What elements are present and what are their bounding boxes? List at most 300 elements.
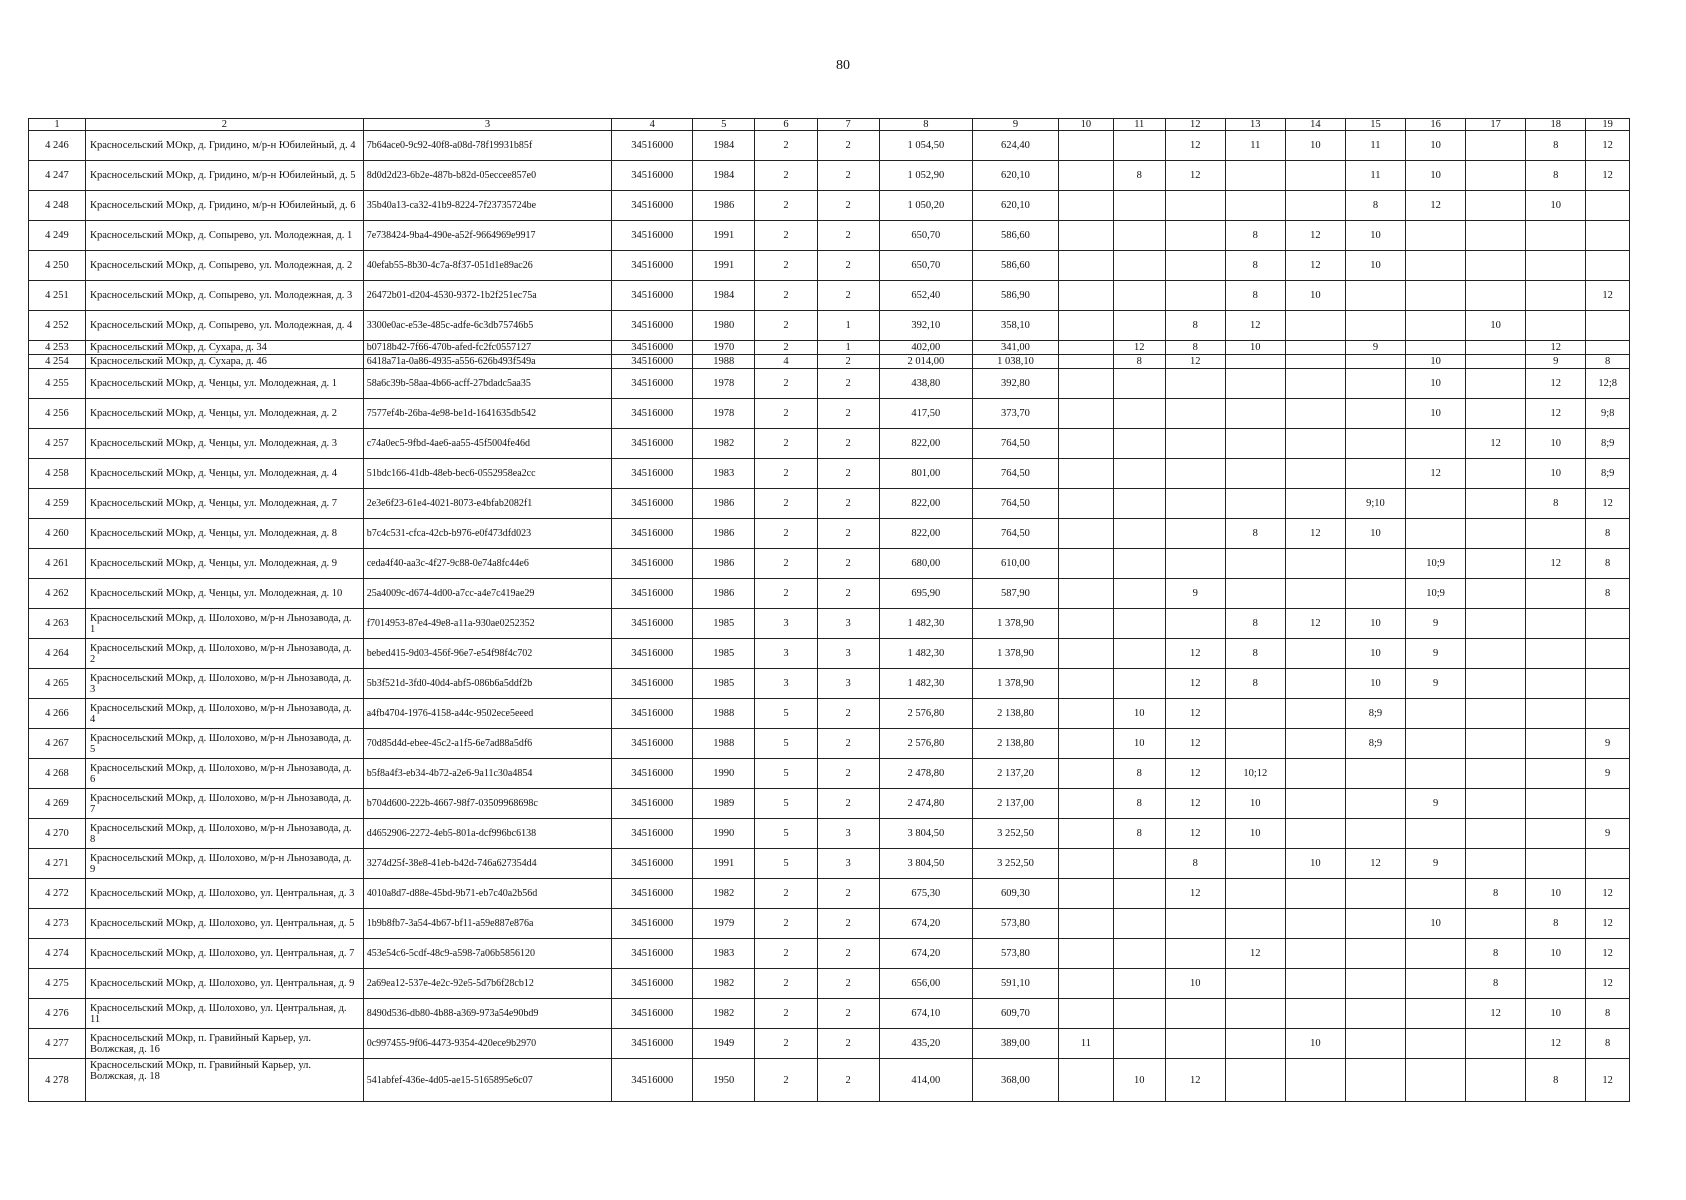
table-cell: 610,00 bbox=[972, 549, 1058, 579]
table-cell bbox=[1165, 221, 1225, 251]
table-cell: 3 bbox=[755, 639, 817, 669]
table-cell: 10 bbox=[1345, 669, 1405, 699]
table-cell: 10 bbox=[1526, 429, 1586, 459]
table-cell bbox=[1406, 819, 1466, 849]
table-cell: 2 bbox=[755, 489, 817, 519]
table-row bbox=[29, 191, 1630, 221]
table-cell: 34516000 bbox=[612, 429, 693, 459]
table-cell: 10;12 bbox=[1225, 759, 1285, 789]
table-cell bbox=[1058, 281, 1113, 311]
table-cell: c74a0ec5-9fbd-4ae6-aa55-45f5004fe46d bbox=[363, 429, 612, 459]
table-cell bbox=[1406, 729, 1466, 759]
table-cell: 34516000 bbox=[612, 251, 693, 281]
table-row bbox=[29, 999, 1630, 1029]
table-cell: 2 bbox=[817, 909, 879, 939]
table-cell: Красносельский МОкр, д. Шолохово, м/р-н Льнозавода, д. 8 bbox=[85, 819, 363, 849]
table-cell bbox=[1058, 251, 1113, 281]
table-cell: 2 138,80 bbox=[972, 699, 1058, 729]
table-cell bbox=[1165, 489, 1225, 519]
table-cell bbox=[1113, 849, 1165, 879]
table-cell bbox=[1113, 399, 1165, 429]
table-cell bbox=[1466, 819, 1526, 849]
table-cell: 10 bbox=[1285, 849, 1345, 879]
table-cell: Красносельский МОкр, д. Шолохово, м/р-н Льнозавода, д. 4 bbox=[85, 699, 363, 729]
table-cell: 8 bbox=[1526, 909, 1586, 939]
table-cell: 4 272 bbox=[29, 879, 86, 909]
table-cell bbox=[1058, 341, 1113, 355]
table-cell: 40efab55-8b30-4c7a-8f37-051d1e89ac26 bbox=[363, 251, 612, 281]
table-cell bbox=[1345, 311, 1405, 341]
table-cell: 1978 bbox=[693, 369, 755, 399]
table-cell bbox=[1285, 819, 1345, 849]
table-cell bbox=[1345, 879, 1405, 909]
table-cell: 34516000 bbox=[612, 609, 693, 639]
table-cell bbox=[1526, 699, 1586, 729]
table-cell: 0c997455-9f06-4473-9354-420ece9b2970 bbox=[363, 1029, 612, 1059]
table-cell: 2 bbox=[817, 161, 879, 191]
table-cell: 1985 bbox=[693, 669, 755, 699]
table-cell bbox=[1466, 281, 1526, 311]
table-cell: 12 bbox=[1165, 1059, 1225, 1102]
table-row bbox=[29, 1029, 1630, 1059]
table-cell: 2 bbox=[817, 519, 879, 549]
table-cell bbox=[1466, 519, 1526, 549]
table-cell bbox=[1586, 849, 1630, 879]
table-cell: 2 474,80 bbox=[879, 789, 972, 819]
table-cell: 4 bbox=[755, 355, 817, 369]
table-cell: 358,10 bbox=[972, 311, 1058, 341]
table-cell: 4 270 bbox=[29, 819, 86, 849]
table-cell: 9 bbox=[1526, 355, 1586, 369]
table-cell: 1980 bbox=[693, 311, 755, 341]
table-cell: 3 bbox=[755, 609, 817, 639]
table-cell: 10 bbox=[1526, 879, 1586, 909]
table-cell: 1991 bbox=[693, 849, 755, 879]
table-cell: 12 bbox=[1165, 355, 1225, 369]
table-cell: 12 bbox=[1165, 161, 1225, 191]
table-cell: 2 bbox=[755, 369, 817, 399]
table-cell bbox=[1058, 669, 1113, 699]
table-cell bbox=[1526, 669, 1586, 699]
table-cell: 1985 bbox=[693, 609, 755, 639]
table-cell: 12 bbox=[1586, 969, 1630, 999]
table-cell: 12 bbox=[1165, 759, 1225, 789]
table-cell bbox=[1225, 489, 1285, 519]
table-cell: 12 bbox=[1165, 131, 1225, 161]
table-cell bbox=[1225, 161, 1285, 191]
column-header: 3 bbox=[363, 119, 612, 131]
table-cell: 34516000 bbox=[612, 789, 693, 819]
table-cell: 2 bbox=[817, 459, 879, 489]
table-cell bbox=[1466, 131, 1526, 161]
table-cell: 8;9 bbox=[1586, 429, 1630, 459]
table-cell: bebed415-9d03-456f-96e7-e54f98f4c702 bbox=[363, 639, 612, 669]
table-cell: Красносельский МОкр, д. Гридино, м/р-н Юбилейный, д. 4 bbox=[85, 131, 363, 161]
table-cell bbox=[1586, 341, 1630, 355]
table-cell: 10 bbox=[1406, 355, 1466, 369]
table-cell: 3 804,50 bbox=[879, 849, 972, 879]
table-cell bbox=[1058, 191, 1113, 221]
table-cell bbox=[1285, 909, 1345, 939]
table-cell bbox=[1345, 429, 1405, 459]
table-cell bbox=[1586, 311, 1630, 341]
table-cell bbox=[1345, 459, 1405, 489]
table-cell bbox=[1058, 759, 1113, 789]
table-cell bbox=[1113, 459, 1165, 489]
table-cell: 12 bbox=[1526, 341, 1586, 355]
table-cell: 8 bbox=[1113, 819, 1165, 849]
table-cell: b0718b42-7f66-470b-afed-fc2fc0557127 bbox=[363, 341, 612, 355]
column-header: 11 bbox=[1113, 119, 1165, 131]
table-cell bbox=[1466, 789, 1526, 819]
table-cell: 674,20 bbox=[879, 939, 972, 969]
table-cell bbox=[1406, 251, 1466, 281]
table-cell: 2 bbox=[755, 909, 817, 939]
table-cell: 8 bbox=[1466, 939, 1526, 969]
table-cell: 10 bbox=[1285, 281, 1345, 311]
table-cell bbox=[1466, 341, 1526, 355]
table-cell: 1986 bbox=[693, 489, 755, 519]
table-cell: 2 bbox=[755, 191, 817, 221]
table-cell: 675,30 bbox=[879, 879, 972, 909]
table-cell bbox=[1113, 369, 1165, 399]
table-cell bbox=[1165, 939, 1225, 969]
table-cell bbox=[1165, 429, 1225, 459]
table-cell: 4 261 bbox=[29, 549, 86, 579]
table-cell: 341,00 bbox=[972, 341, 1058, 355]
table-cell bbox=[1058, 639, 1113, 669]
table-cell bbox=[1466, 1029, 1526, 1059]
table-cell: 1982 bbox=[693, 429, 755, 459]
table-cell: Красносельский МОкр, д. Шолохово, ул. Центральная, д. 7 bbox=[85, 939, 363, 969]
table-cell: 9 bbox=[1586, 729, 1630, 759]
table-cell: 2 bbox=[817, 969, 879, 999]
table-cell bbox=[1058, 459, 1113, 489]
table-cell bbox=[1113, 609, 1165, 639]
table-cell bbox=[1165, 251, 1225, 281]
table-cell bbox=[1466, 699, 1526, 729]
table-cell: b704d600-222b-4667-98f7-03509968698c bbox=[363, 789, 612, 819]
table-cell bbox=[1345, 759, 1405, 789]
table-cell: 34516000 bbox=[612, 639, 693, 669]
table-cell bbox=[1225, 1029, 1285, 1059]
table-row bbox=[29, 399, 1630, 429]
table-cell: 764,50 bbox=[972, 459, 1058, 489]
table-cell: Красносельский МОкр, д. Шолохово, м/р-н Льнозавода, д. 1 bbox=[85, 609, 363, 639]
table-cell: 8490d536-db80-4b88-a369-973a54e90bd9 bbox=[363, 999, 612, 1029]
table-body bbox=[29, 131, 1630, 1102]
table-cell: 10 bbox=[1345, 251, 1405, 281]
table-cell: 34516000 bbox=[612, 489, 693, 519]
table-cell bbox=[1058, 699, 1113, 729]
table-cell bbox=[1406, 759, 1466, 789]
table-cell bbox=[1466, 579, 1526, 609]
table-cell: 4 266 bbox=[29, 699, 86, 729]
table-cell: 4 253 bbox=[29, 341, 86, 355]
table-cell: 10 bbox=[1406, 369, 1466, 399]
table-cell: Красносельский МОкр, д. Шолохово, ул. Центральная, д. 3 bbox=[85, 879, 363, 909]
table-row bbox=[29, 699, 1630, 729]
table-cell bbox=[1058, 579, 1113, 609]
table-cell: 435,20 bbox=[879, 1029, 972, 1059]
table-cell bbox=[1058, 161, 1113, 191]
table-cell: 4 269 bbox=[29, 789, 86, 819]
table-cell: 34516000 bbox=[612, 729, 693, 759]
table-cell bbox=[1526, 789, 1586, 819]
table-cell: 3 252,50 bbox=[972, 819, 1058, 849]
table-cell: Красносельский МОкр, д. Ченцы, ул. Молодежная, д. 7 bbox=[85, 489, 363, 519]
table-cell: 3 bbox=[817, 639, 879, 669]
table-cell: 1950 bbox=[693, 1059, 755, 1102]
table-cell: 2 bbox=[755, 251, 817, 281]
table-cell: 2e3e6f23-61e4-4021-8073-e4bfab2082f1 bbox=[363, 489, 612, 519]
table-cell: 1984 bbox=[693, 131, 755, 161]
table-cell bbox=[1058, 221, 1113, 251]
column-header: 7 bbox=[817, 119, 879, 131]
table-cell bbox=[1285, 429, 1345, 459]
table-row bbox=[29, 759, 1630, 789]
table-row bbox=[29, 281, 1630, 311]
column-header: 15 bbox=[1345, 119, 1405, 131]
table-cell bbox=[1466, 1059, 1526, 1102]
table-cell bbox=[1165, 281, 1225, 311]
table-cell: 4010a8d7-d88e-45bd-9b71-eb7c40a2b56d bbox=[363, 879, 612, 909]
table-cell: 674,20 bbox=[879, 909, 972, 939]
table-cell: 2 bbox=[755, 429, 817, 459]
table-cell: 4 278 bbox=[29, 1059, 86, 1102]
table-cell bbox=[1406, 699, 1466, 729]
table-cell: 12 bbox=[1165, 879, 1225, 909]
table-cell: 10 bbox=[1345, 639, 1405, 669]
table-cell: b5f8a4f3-eb34-4b72-a2e6-9a11c30a4854 bbox=[363, 759, 612, 789]
table-cell: 2 bbox=[817, 355, 879, 369]
table-cell: 2 bbox=[817, 429, 879, 459]
table-cell: 8 bbox=[1225, 519, 1285, 549]
table-cell: 34516000 bbox=[612, 191, 693, 221]
table-cell: 1986 bbox=[693, 191, 755, 221]
table-cell bbox=[1285, 879, 1345, 909]
table-cell: 12 bbox=[1586, 161, 1630, 191]
table-cell bbox=[1586, 609, 1630, 639]
table-cell: 8 bbox=[1225, 669, 1285, 699]
table-cell bbox=[1406, 519, 1466, 549]
table-cell: 3 bbox=[817, 849, 879, 879]
table-cell: 2 bbox=[755, 939, 817, 969]
table-row bbox=[29, 131, 1630, 161]
table-cell bbox=[1225, 729, 1285, 759]
table-cell: 417,50 bbox=[879, 399, 972, 429]
table-cell: 34516000 bbox=[612, 759, 693, 789]
table-cell: 12 bbox=[1466, 429, 1526, 459]
table-cell: 573,80 bbox=[972, 939, 1058, 969]
table-cell bbox=[1058, 429, 1113, 459]
table-cell: 10 bbox=[1165, 969, 1225, 999]
table-cell: 1990 bbox=[693, 759, 755, 789]
table-cell: 8 bbox=[1225, 221, 1285, 251]
table-cell bbox=[1113, 639, 1165, 669]
table-cell: Красносельский МОкр, д. Ченцы, ул. Молодежная, д. 1 bbox=[85, 369, 363, 399]
table-cell bbox=[1526, 969, 1586, 999]
table-cell: 8 bbox=[1165, 311, 1225, 341]
table-cell bbox=[1058, 131, 1113, 161]
table-cell: 2 bbox=[817, 1029, 879, 1059]
table-cell: 1988 bbox=[693, 355, 755, 369]
table-cell bbox=[1285, 399, 1345, 429]
table-cell: 10;9 bbox=[1406, 579, 1466, 609]
table-cell: 10 bbox=[1225, 819, 1285, 849]
table-cell: 2 bbox=[817, 579, 879, 609]
table-cell: 1990 bbox=[693, 819, 755, 849]
table-cell: Красносельский МОкр, д. Шолохово, ул. Центральная, д. 9 bbox=[85, 969, 363, 999]
table-cell: 12 bbox=[1165, 669, 1225, 699]
table-cell: Красносельский МОкр, д. Шолохово, м/р-н Льнозавода, д. 9 bbox=[85, 849, 363, 879]
table-cell: 5 bbox=[755, 729, 817, 759]
table-cell: Красносельский МОкр, д. Сопырево, ул. Молодежная, д. 3 bbox=[85, 281, 363, 311]
table-cell: 4 255 bbox=[29, 369, 86, 399]
table-cell bbox=[1285, 999, 1345, 1029]
table-cell: 26472b01-d204-4530-9372-1b2f251ec75a bbox=[363, 281, 612, 311]
table-cell: 10 bbox=[1225, 789, 1285, 819]
table-cell bbox=[1058, 729, 1113, 759]
table-cell bbox=[1406, 341, 1466, 355]
table-cell: Красносельский МОкр, д. Сухара, д. 34 bbox=[85, 341, 363, 355]
table-cell bbox=[1225, 549, 1285, 579]
table-cell: 591,10 bbox=[972, 969, 1058, 999]
table-cell: 12 bbox=[1406, 191, 1466, 221]
table-cell bbox=[1058, 999, 1113, 1029]
table-cell bbox=[1406, 281, 1466, 311]
table-cell: 1983 bbox=[693, 939, 755, 969]
table-cell bbox=[1526, 819, 1586, 849]
table-cell: 1984 bbox=[693, 281, 755, 311]
table-cell: 12 bbox=[1165, 729, 1225, 759]
table-cell: 12 bbox=[1526, 549, 1586, 579]
table-cell: 1970 bbox=[693, 341, 755, 355]
table-cell: 1 054,50 bbox=[879, 131, 972, 161]
table-cell: 4 271 bbox=[29, 849, 86, 879]
table-cell: 7b64ace0-9c92-40f8-a08d-78f19931b85f bbox=[363, 131, 612, 161]
table-cell bbox=[1466, 759, 1526, 789]
table-cell: 12 bbox=[1586, 1059, 1630, 1102]
table-cell: 2 576,80 bbox=[879, 699, 972, 729]
table-cell: 1 050,20 bbox=[879, 191, 972, 221]
table-cell bbox=[1285, 459, 1345, 489]
table-cell: 5 bbox=[755, 849, 817, 879]
table-cell: 373,70 bbox=[972, 399, 1058, 429]
table-cell: f7014953-87e4-49e8-a11a-930ae0252352 bbox=[363, 609, 612, 639]
table-cell bbox=[1466, 221, 1526, 251]
table-cell: 34516000 bbox=[612, 939, 693, 969]
table-row bbox=[29, 311, 1630, 341]
table-cell bbox=[1058, 549, 1113, 579]
table-cell: 3 bbox=[817, 609, 879, 639]
table-cell bbox=[1345, 281, 1405, 311]
table-cell bbox=[1225, 191, 1285, 221]
table-cell: 8;9 bbox=[1586, 459, 1630, 489]
table-cell bbox=[1058, 311, 1113, 341]
table-cell: 10 bbox=[1113, 699, 1165, 729]
table-cell: 1 482,30 bbox=[879, 609, 972, 639]
table-cell bbox=[1586, 669, 1630, 699]
table-row bbox=[29, 969, 1630, 999]
table-cell: 34516000 bbox=[612, 909, 693, 939]
table-cell: 11 bbox=[1058, 1029, 1113, 1059]
table-cell bbox=[1058, 355, 1113, 369]
table-cell bbox=[1225, 369, 1285, 399]
table-cell: 609,70 bbox=[972, 999, 1058, 1029]
table-cell bbox=[1225, 879, 1285, 909]
table-cell: 1 bbox=[817, 311, 879, 341]
table-row bbox=[29, 429, 1630, 459]
table-cell: Красносельский МОкр, д. Сопырево, ул. Молодежная, д. 2 bbox=[85, 251, 363, 281]
table-cell: 1986 bbox=[693, 549, 755, 579]
table-cell bbox=[1406, 221, 1466, 251]
table-cell: 2 bbox=[817, 939, 879, 969]
table-cell: Красносельский МОкр, д. Ченцы, ул. Молодежная, д. 4 bbox=[85, 459, 363, 489]
table-cell: Красносельский МОкр, д. Шолохово, м/р-н Льнозавода, д. 3 bbox=[85, 669, 363, 699]
table-cell bbox=[1113, 221, 1165, 251]
table-cell: 1986 bbox=[693, 519, 755, 549]
table-cell: 4 262 bbox=[29, 579, 86, 609]
table-cell bbox=[1526, 251, 1586, 281]
table-cell: 3 bbox=[817, 819, 879, 849]
column-header: 16 bbox=[1406, 119, 1466, 131]
table-cell: Красносельский МОкр, д. Шолохово, м/р-н Льнозавода, д. 2 bbox=[85, 639, 363, 669]
table-cell: 541abfef-436e-4d05-ae15-5165895e6c07 bbox=[363, 1059, 612, 1102]
table-row bbox=[29, 221, 1630, 251]
table-cell: 2 014,00 bbox=[879, 355, 972, 369]
table-cell: 2 bbox=[755, 519, 817, 549]
table-cell: Красносельский МОкр, д. Гридино, м/р-н Юбилейный, д. 5 bbox=[85, 161, 363, 191]
table-cell: 34516000 bbox=[612, 519, 693, 549]
table-cell: 8;9 bbox=[1345, 729, 1405, 759]
table-cell: 1 052,90 bbox=[879, 161, 972, 191]
table-cell: 12 bbox=[1165, 819, 1225, 849]
table-cell bbox=[1225, 355, 1285, 369]
table-cell: 624,40 bbox=[972, 131, 1058, 161]
table-cell: 4 274 bbox=[29, 939, 86, 969]
table-cell bbox=[1345, 1029, 1405, 1059]
table-cell: Красносельский МОкр, д. Гридино, м/р-н Юбилейный, д. 6 bbox=[85, 191, 363, 221]
table-cell bbox=[1225, 909, 1285, 939]
table-cell bbox=[1113, 549, 1165, 579]
table-cell bbox=[1165, 609, 1225, 639]
table-cell bbox=[1466, 161, 1526, 191]
table-cell: 1983 bbox=[693, 459, 755, 489]
table-cell: 2 bbox=[755, 399, 817, 429]
table-cell: 11 bbox=[1345, 161, 1405, 191]
table-cell: 8 bbox=[1586, 579, 1630, 609]
table-cell: 764,50 bbox=[972, 429, 1058, 459]
table-cell: 650,70 bbox=[879, 251, 972, 281]
table-cell bbox=[1285, 639, 1345, 669]
table-cell: 2 bbox=[755, 341, 817, 355]
table-cell: 12 bbox=[1586, 879, 1630, 909]
table-cell: 10 bbox=[1345, 221, 1405, 251]
table-cell: 8;9 bbox=[1345, 699, 1405, 729]
table-cell: 1 482,30 bbox=[879, 639, 972, 669]
table-cell: 10 bbox=[1526, 999, 1586, 1029]
table-cell: 2 bbox=[817, 251, 879, 281]
table-cell bbox=[1113, 939, 1165, 969]
table-cell: 2a69ea12-537e-4e2c-92e5-5d7b6f28cb12 bbox=[363, 969, 612, 999]
table-cell: 4 260 bbox=[29, 519, 86, 549]
housing-registry-table bbox=[28, 118, 1630, 1102]
table-cell bbox=[1406, 429, 1466, 459]
table-cell: 8 bbox=[1586, 999, 1630, 1029]
table-cell bbox=[1466, 639, 1526, 669]
table-cell: 1986 bbox=[693, 579, 755, 609]
